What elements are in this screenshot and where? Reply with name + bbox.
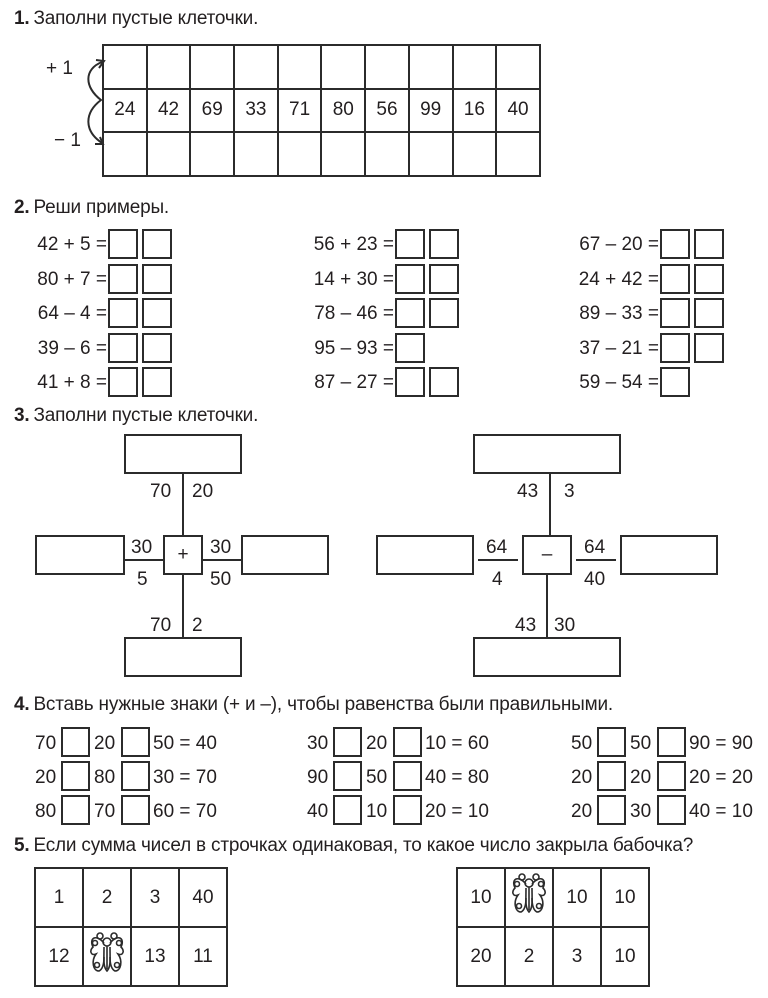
equation-result: 20 = 20 — [689, 767, 753, 788]
given-number-cell: 40 — [496, 89, 540, 133]
equation-operand: 20 — [571, 801, 593, 822]
sign-input-box[interactable] — [657, 795, 686, 825]
equation-operand: 50 — [630, 733, 652, 754]
example-expression: 89 – 33 = — [579, 303, 659, 324]
example-expression: 64 – 4 = — [37, 303, 107, 324]
answer-cell[interactable] — [234, 45, 278, 89]
left-bottom-number: 5 — [137, 569, 148, 590]
given-numbers-row — [103, 89, 540, 133]
example-expression: 78 – 46 = — [314, 303, 394, 324]
left-top-number: 30 — [131, 537, 153, 558]
top-answer-box[interactable] — [473, 434, 621, 474]
answer-box[interactable] — [694, 264, 724, 294]
top-left-number: 70 — [150, 481, 172, 502]
task-number: 1. — [14, 8, 30, 29]
given-number-cell: 80 — [321, 89, 365, 133]
answer-cell[interactable] — [321, 132, 365, 176]
answer-box[interactable] — [108, 264, 138, 294]
grid-number-cell: 11 — [179, 927, 227, 986]
grid-row — [35, 927, 227, 986]
answer-cell[interactable] — [453, 132, 497, 176]
answer-box[interactable] — [660, 333, 690, 363]
answer-box[interactable] — [660, 298, 690, 328]
grid-number-cell: 10 — [601, 868, 649, 927]
equation-operand: 20 — [366, 733, 388, 754]
task-2-heading — [14, 197, 169, 219]
task-title: Если сумма чисел в строчках одинаковая, то какое число закрыла бабочка? — [33, 835, 694, 856]
connector-line — [125, 559, 163, 561]
minus-one-label: − 1 — [54, 130, 81, 151]
grid-number-cell: 12 — [35, 927, 83, 986]
bottom-left-number: 70 — [150, 615, 172, 636]
answer-cell[interactable] — [365, 45, 409, 89]
answer-box[interactable] — [142, 333, 172, 363]
given-number-cell: 24 — [103, 89, 147, 133]
equation-operand: 10 — [366, 801, 388, 822]
right-top-number: 30 — [210, 537, 232, 558]
bottom-left-number: 43 — [515, 615, 537, 636]
equation-operand: 80 — [35, 801, 57, 822]
grid-number-cell: 3 — [553, 927, 601, 986]
left-top-number: 64 — [486, 537, 508, 558]
task-number: 4. — [14, 694, 30, 715]
given-number-cell: 69 — [190, 89, 234, 133]
equation-operand: 30 — [630, 801, 652, 822]
grid-number-cell: 13 — [131, 927, 179, 986]
example-expression: 59 – 54 = — [579, 372, 659, 393]
answer-box[interactable] — [108, 229, 138, 259]
given-number-cell: 99 — [409, 89, 453, 133]
grid-number-cell: 3 — [131, 868, 179, 927]
grid-number-cell: 2 — [505, 927, 553, 986]
example-expression: 42 + 5 = — [37, 234, 107, 255]
grid-row — [457, 927, 649, 986]
plus-one-label: + 1 — [46, 58, 73, 79]
example-expression: 14 + 30 = — [313, 269, 394, 290]
number-grid — [34, 867, 228, 987]
top-right-number: 3 — [564, 481, 575, 502]
equation-result: 40 = 80 — [425, 767, 489, 788]
answer-cell[interactable] — [147, 132, 191, 176]
answer-box[interactable] — [429, 367, 459, 397]
sign-input-box[interactable] — [657, 761, 686, 791]
operator-box — [522, 535, 572, 575]
bottom-right-number: 30 — [554, 615, 576, 636]
answer-box[interactable] — [429, 229, 459, 259]
sign-input-box[interactable] — [61, 761, 90, 791]
example-expression: 37 – 21 = — [579, 338, 659, 359]
right-answer-box[interactable] — [241, 535, 329, 575]
task-title: Вставь нужные знаки (+ и –), чтобы равенства были правильными. — [33, 694, 613, 715]
right-bottom-number: 50 — [210, 569, 232, 590]
answer-cell[interactable] — [409, 45, 453, 89]
sign-input-box[interactable] — [393, 727, 422, 757]
sign-input-box[interactable] — [121, 727, 150, 757]
equation-operand: 30 — [307, 733, 329, 754]
answer-box[interactable] — [694, 298, 724, 328]
answer-box[interactable] — [395, 333, 425, 363]
task-number: 3. — [14, 405, 30, 426]
equation-operand: 40 — [307, 801, 329, 822]
connector-line — [182, 474, 184, 536]
connector-line — [182, 575, 184, 637]
sign-input-box[interactable] — [121, 795, 150, 825]
right-bottom-number: 40 — [584, 569, 606, 590]
sign-input-box[interactable] — [597, 727, 626, 757]
grid-number-cell: 2 — [83, 868, 131, 927]
answer-box[interactable] — [694, 229, 724, 259]
answer-box[interactable] — [142, 264, 172, 294]
equation-operand: 20 — [630, 767, 652, 788]
equation-result: 90 = 90 — [689, 733, 753, 754]
task-title: Заполни пустые клеточки. — [33, 8, 259, 29]
task-4-heading — [14, 694, 613, 716]
grid-number-cell: 10 — [553, 868, 601, 927]
answer-cell[interactable] — [365, 132, 409, 176]
grid-number-cell: 1 — [35, 868, 83, 927]
answer-box[interactable] — [395, 298, 425, 328]
sign-input-box[interactable] — [657, 727, 686, 757]
minus-sign: – — [541, 544, 553, 565]
task-3-heading — [14, 405, 258, 427]
right-answer-box[interactable] — [620, 535, 718, 575]
task-number: 5. — [14, 835, 30, 856]
given-number-cell: 33 — [234, 89, 278, 133]
task-1-table — [102, 44, 541, 177]
connector-line — [576, 559, 616, 561]
answer-box[interactable] — [660, 229, 690, 259]
answer-cell[interactable] — [103, 45, 147, 89]
top-right-number: 20 — [192, 481, 214, 502]
equation-result: 40 = 10 — [689, 801, 753, 822]
example-expression: 56 + 23 = — [313, 234, 394, 255]
answer-box[interactable] — [108, 367, 138, 397]
connector-line — [546, 575, 548, 637]
right-top-number: 64 — [584, 537, 606, 558]
example-expression: 67 – 20 = — [579, 234, 659, 255]
equation-operand: 50 — [366, 767, 388, 788]
task-1-heading — [14, 8, 258, 30]
answer-cell[interactable] — [453, 45, 497, 89]
grid-number-cell: 20 — [457, 927, 505, 986]
answer-box[interactable] — [108, 298, 138, 328]
butterfly-icon[interactable] — [505, 868, 553, 927]
answer-cell[interactable] — [147, 45, 191, 89]
left-answer-box[interactable] — [35, 535, 125, 575]
answer-cell[interactable] — [496, 132, 540, 176]
equation-result: 10 = 60 — [425, 733, 489, 754]
sign-input-box[interactable] — [61, 727, 90, 757]
operator-box — [163, 535, 203, 575]
butterfly-icon[interactable] — [83, 927, 131, 986]
example-expression: 80 + 7 = — [37, 269, 107, 290]
connector-line — [203, 559, 241, 561]
answer-box[interactable] — [142, 298, 172, 328]
answer-cell[interactable] — [496, 45, 540, 89]
answer-cell[interactable] — [321, 45, 365, 89]
plus-one-row — [103, 45, 540, 89]
top-left-number: 43 — [517, 481, 539, 502]
equation-result: 20 = 10 — [425, 801, 489, 822]
sign-input-box[interactable] — [597, 795, 626, 825]
task-5-heading — [14, 835, 693, 857]
connector-line — [549, 474, 551, 536]
example-expression: 41 + 8 = — [37, 372, 107, 393]
sign-input-box[interactable] — [333, 795, 362, 825]
grid-number-cell: 10 — [601, 927, 649, 986]
grid-row — [457, 868, 649, 927]
answer-box[interactable] — [429, 298, 459, 328]
example-expression: 24 + 42 = — [578, 269, 659, 290]
sign-input-box[interactable] — [333, 727, 362, 757]
plus-sign: + — [177, 544, 189, 565]
answer-box[interactable] — [142, 367, 172, 397]
equation-operand: 20 — [571, 767, 593, 788]
grid-number-cell: 10 — [457, 868, 505, 927]
example-expression: 87 – 27 = — [314, 372, 394, 393]
equation-operand: 90 — [307, 767, 329, 788]
sign-input-box[interactable] — [333, 761, 362, 791]
equation-result: 30 = 70 — [153, 767, 217, 788]
given-number-cell: 71 — [278, 89, 322, 133]
top-answer-box[interactable] — [124, 434, 242, 474]
answer-box[interactable] — [429, 264, 459, 294]
sign-input-box[interactable] — [393, 761, 422, 791]
answer-box[interactable] — [395, 229, 425, 259]
answer-box[interactable] — [660, 264, 690, 294]
answer-box[interactable] — [694, 333, 724, 363]
given-number-cell: 56 — [365, 89, 409, 133]
example-expression: 95 – 93 = — [314, 338, 394, 359]
left-bottom-number: 4 — [492, 569, 503, 590]
equation-operand: 70 — [35, 733, 57, 754]
task-title: Реши примеры. — [33, 197, 169, 218]
given-number-cell: 16 — [453, 89, 497, 133]
minus-one-row — [103, 132, 540, 176]
answer-box[interactable] — [395, 264, 425, 294]
equation-operand: 20 — [35, 767, 57, 788]
bottom-answer-box[interactable] — [124, 637, 242, 677]
bottom-right-number: 2 — [192, 615, 203, 636]
example-expression: 39 – 6 = — [37, 338, 107, 359]
equation-operand: 20 — [94, 733, 116, 754]
answer-box[interactable] — [660, 367, 690, 397]
sign-input-box[interactable] — [121, 761, 150, 791]
equation-result: 50 = 40 — [153, 733, 217, 754]
equation-result: 60 = 70 — [153, 801, 217, 822]
answer-cell[interactable] — [234, 132, 278, 176]
sign-input-box[interactable] — [597, 761, 626, 791]
answer-cell[interactable] — [278, 45, 322, 89]
grid-number-cell: 40 — [179, 868, 227, 927]
equation-operand: 50 — [571, 733, 593, 754]
answer-cell[interactable] — [409, 132, 453, 176]
sign-input-box[interactable] — [393, 795, 422, 825]
answer-box[interactable] — [108, 333, 138, 363]
answer-box[interactable] — [142, 229, 172, 259]
left-answer-box[interactable] — [376, 535, 474, 575]
connector-line — [478, 559, 518, 561]
task-number: 2. — [14, 197, 30, 218]
grid-row — [35, 868, 227, 927]
task-title: Заполни пустые клеточки. — [33, 405, 259, 426]
equation-operand: 70 — [94, 801, 116, 822]
number-grid — [456, 867, 650, 987]
bottom-answer-box[interactable] — [473, 637, 621, 677]
answer-cell[interactable] — [278, 132, 322, 176]
answer-cell[interactable] — [190, 45, 234, 89]
equation-operand: 80 — [94, 767, 116, 788]
sign-input-box[interactable] — [61, 795, 90, 825]
answer-cell[interactable] — [103, 132, 147, 176]
answer-box[interactable] — [395, 367, 425, 397]
given-number-cell: 42 — [147, 89, 191, 133]
answer-cell[interactable] — [190, 132, 234, 176]
